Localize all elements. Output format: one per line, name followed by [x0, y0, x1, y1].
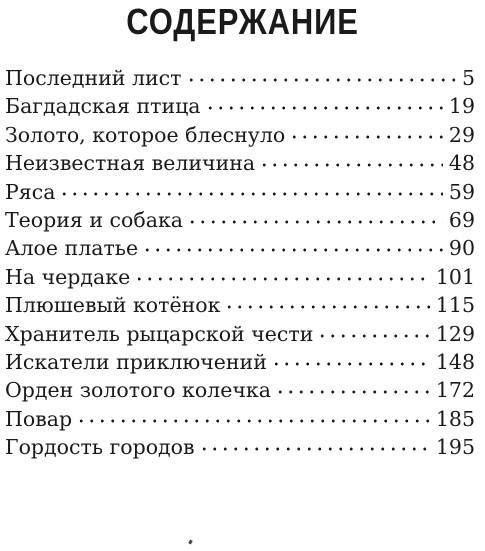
- entry-title: Теория и собака: [5, 207, 183, 232]
- entry-title: Последний лист: [5, 66, 182, 90]
- entry-page-number: 5: [461, 66, 475, 90]
- toc-entry: [5, 405, 475, 433]
- dot-leader: [275, 375, 430, 396]
- toc-entry: [5, 433, 475, 461]
- toc-entry: [5, 121, 475, 149]
- entry-title: Багдадская птица: [5, 94, 201, 119]
- entry-title: Искатели приключений: [5, 349, 267, 374]
- table-of-contents: [5, 64, 475, 461]
- entry-title: Ряса: [5, 179, 56, 204]
- entry-title: Плюшевый котёнок: [5, 293, 221, 318]
- dot-leader: [134, 261, 430, 282]
- entry-title: Хранитель рыцарской чести: [5, 321, 314, 346]
- toc-entry: [5, 206, 475, 234]
- entry-page-number: 148: [435, 349, 475, 374]
- dot-leader: [317, 318, 429, 339]
- toc-entry: [5, 149, 475, 177]
- dot-leader: [187, 204, 443, 225]
- entry-page-number: 101: [435, 264, 475, 289]
- print-speck: [188, 540, 193, 545]
- entry-page-number: 185: [435, 406, 475, 431]
- entry-title: Алое платье: [5, 236, 139, 261]
- entry-page-number: 115: [435, 293, 475, 318]
- dot-leader: [142, 233, 443, 254]
- toc-entry: [5, 234, 475, 262]
- entry-page-number: 129: [435, 321, 475, 346]
- entry-page-number: 172: [435, 378, 475, 403]
- entry-page-number: 195: [435, 435, 475, 460]
- dot-leader: [59, 176, 442, 197]
- entry-page-number: 69: [448, 207, 475, 232]
- dot-leader: [199, 432, 430, 453]
- toc-entry: [5, 291, 475, 319]
- entry-page-number: 48: [448, 151, 475, 176]
- entry-title: Гордость городов: [5, 435, 195, 460]
- toc-entry: [5, 348, 475, 376]
- entry-page-number: 90: [448, 236, 475, 261]
- toc-entry: [5, 263, 475, 291]
- toc-entry: [5, 64, 475, 92]
- dot-leader: [271, 346, 430, 367]
- entry-title: На чердаке: [5, 264, 131, 289]
- dot-leader: [205, 91, 443, 112]
- page-title: СОДЕРЖАНИЕ: [126, 1, 359, 42]
- toc-entry: [5, 92, 475, 120]
- entry-title: Золото, которое блеснуло: [5, 122, 286, 147]
- entry-page-number: 19: [448, 94, 475, 119]
- entry-title: Орден золотого колечка: [5, 378, 271, 403]
- entry-title: Неизвестная величина: [5, 151, 256, 176]
- dot-leader: [289, 119, 443, 140]
- entry-page-number: 59: [448, 179, 475, 204]
- entry-title: Повар: [5, 406, 73, 431]
- toc-entry: [5, 320, 475, 348]
- toc-entry: [5, 178, 475, 206]
- toc-entry: [5, 376, 475, 404]
- dot-leader: [259, 148, 443, 169]
- dot-leader: [76, 403, 430, 424]
- entry-page-number: 29: [448, 122, 475, 147]
- dot-leader: [186, 63, 456, 84]
- dot-leader: [224, 290, 429, 311]
